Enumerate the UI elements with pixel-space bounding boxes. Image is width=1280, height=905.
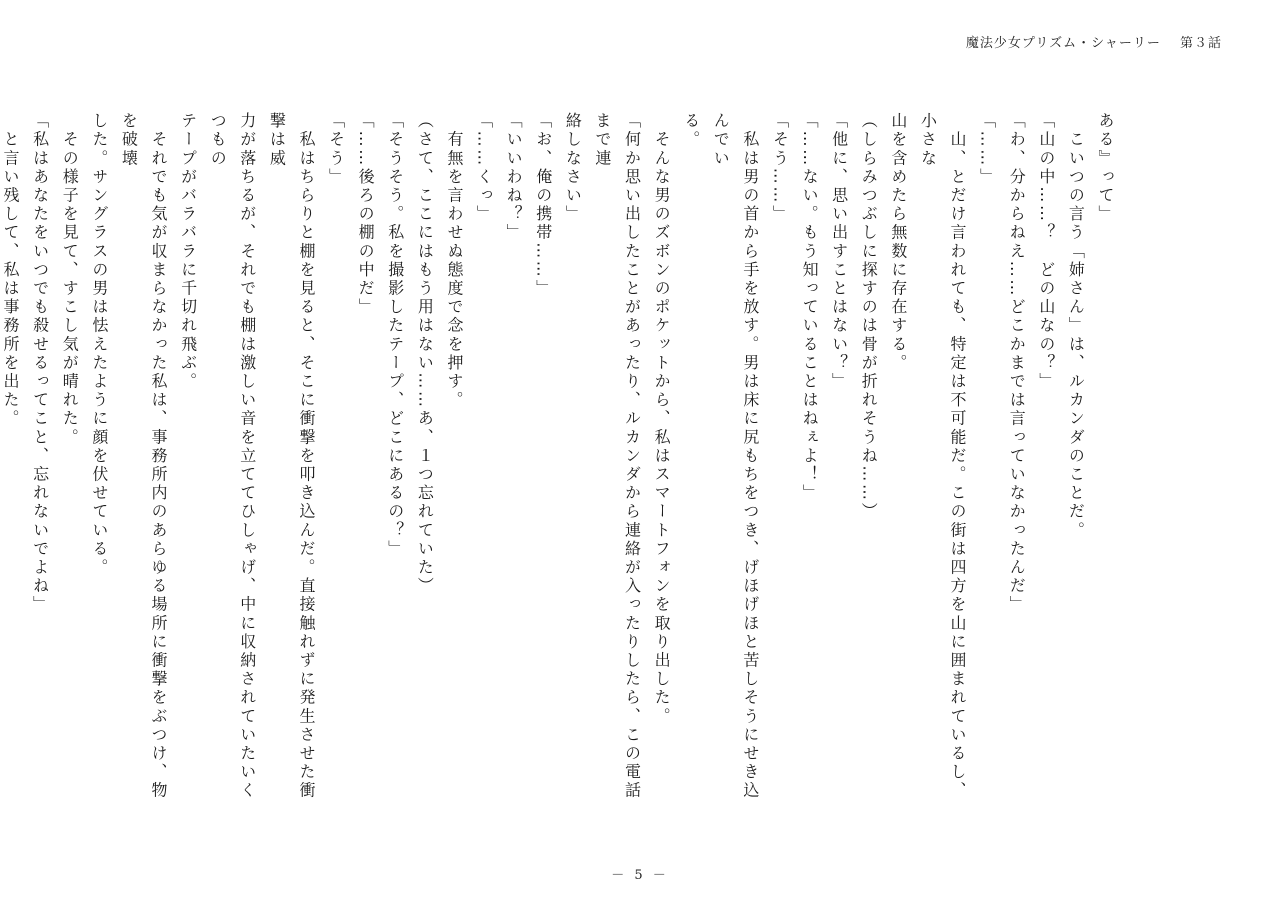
page-number: － 5 －	[611, 868, 669, 883]
running-header	[966, 32, 1222, 51]
text-line: 力が落ちるが、それでも棚は激しい音を立ててひしゃげ、中に収納されていたいくつもの	[208, 112, 257, 801]
text-line: 「何か思い出したことがあったり、ルカンダから連絡が入ったりしたら、この電話まで連	[592, 112, 642, 801]
text-line: 私は男の首から手を放す。男は床に尻もちをつき、げほげほと苦しそうにせき込んでい	[711, 112, 760, 801]
header-chapter: 第３話	[1179, 36, 1222, 51]
text-line: 「そう」	[326, 112, 346, 187]
vertical-body-text	[1, 112, 1120, 812]
text-line: 「そうそう。私を撮影したテープ、どこにあるの？」	[385, 112, 405, 559]
text-line: 「……後ろの棚の中だ」	[356, 112, 376, 317]
text-line: 「……くっ」	[474, 112, 494, 224]
text-line: テープがバラバラに千切れ飛ぶ。	[178, 112, 198, 391]
text-line: 「そう……」	[770, 112, 790, 224]
text-line: そんな男のズボンのポケットから、私はスマートフォンを取り出した。	[652, 112, 672, 726]
text-line: 「……ない。もう知っていることはねぇよ！」	[800, 112, 820, 503]
text-line: 「いいわね？」	[504, 112, 524, 243]
text-line: 有無を言わせぬ態度で念を押す。	[444, 112, 464, 410]
text-line: る。	[681, 112, 701, 150]
text-line: 「……」	[977, 112, 997, 187]
text-line: 山を含めたら無数に存在する。	[888, 112, 908, 373]
text-line: した。サングラスの男は怯えたように顔を伏せている。	[89, 112, 109, 577]
text-line: （しらみつぶしに探すのは骨が折れそうね……）	[859, 112, 879, 522]
text-line: 絡しなさい」	[563, 112, 583, 224]
text-line: 「山の中……？ どの山なの？」	[1036, 112, 1056, 391]
text-line: 「わ、分からねえ……どこかまでは言っていなかったんだ」	[1007, 112, 1027, 615]
text-line: 「他に、思い出すことはない？」	[829, 112, 849, 391]
text-line: 山、とだけ言われても、特定は不可能だ。この街は四方を山に囲まれているし、小さな	[918, 112, 968, 801]
text-line: こいつの言う「姉さん」は、ルカンダのことだ。	[1066, 112, 1086, 540]
text-line: その様子を見て、すこし気が晴れた。	[60, 112, 80, 447]
text-line: ある』って」	[1096, 112, 1115, 224]
text-line: 私はちらりと棚を見ると、そこに衝撃を叩き込んだ。直接触れずに発生させた衝撃は威	[267, 112, 316, 801]
text-line: 「私はあなたをいつでも殺せるってこと、忘れないでよね」	[30, 112, 50, 615]
text-line: （さて、ここにはもう用はない……あ、１つ忘れていた）	[415, 112, 435, 596]
text-line: それでも気が収まらなかった私は、事務所内のあらゆる場所に衝撃をぶつけ、物を破壊	[119, 112, 168, 801]
header-title: 魔法少女プリズム・シャーリー	[965, 36, 1161, 51]
text-line: 「お、俺の携帯……」	[533, 112, 553, 298]
text-line: と言い残して、私は事務所を出た。	[1, 112, 21, 429]
